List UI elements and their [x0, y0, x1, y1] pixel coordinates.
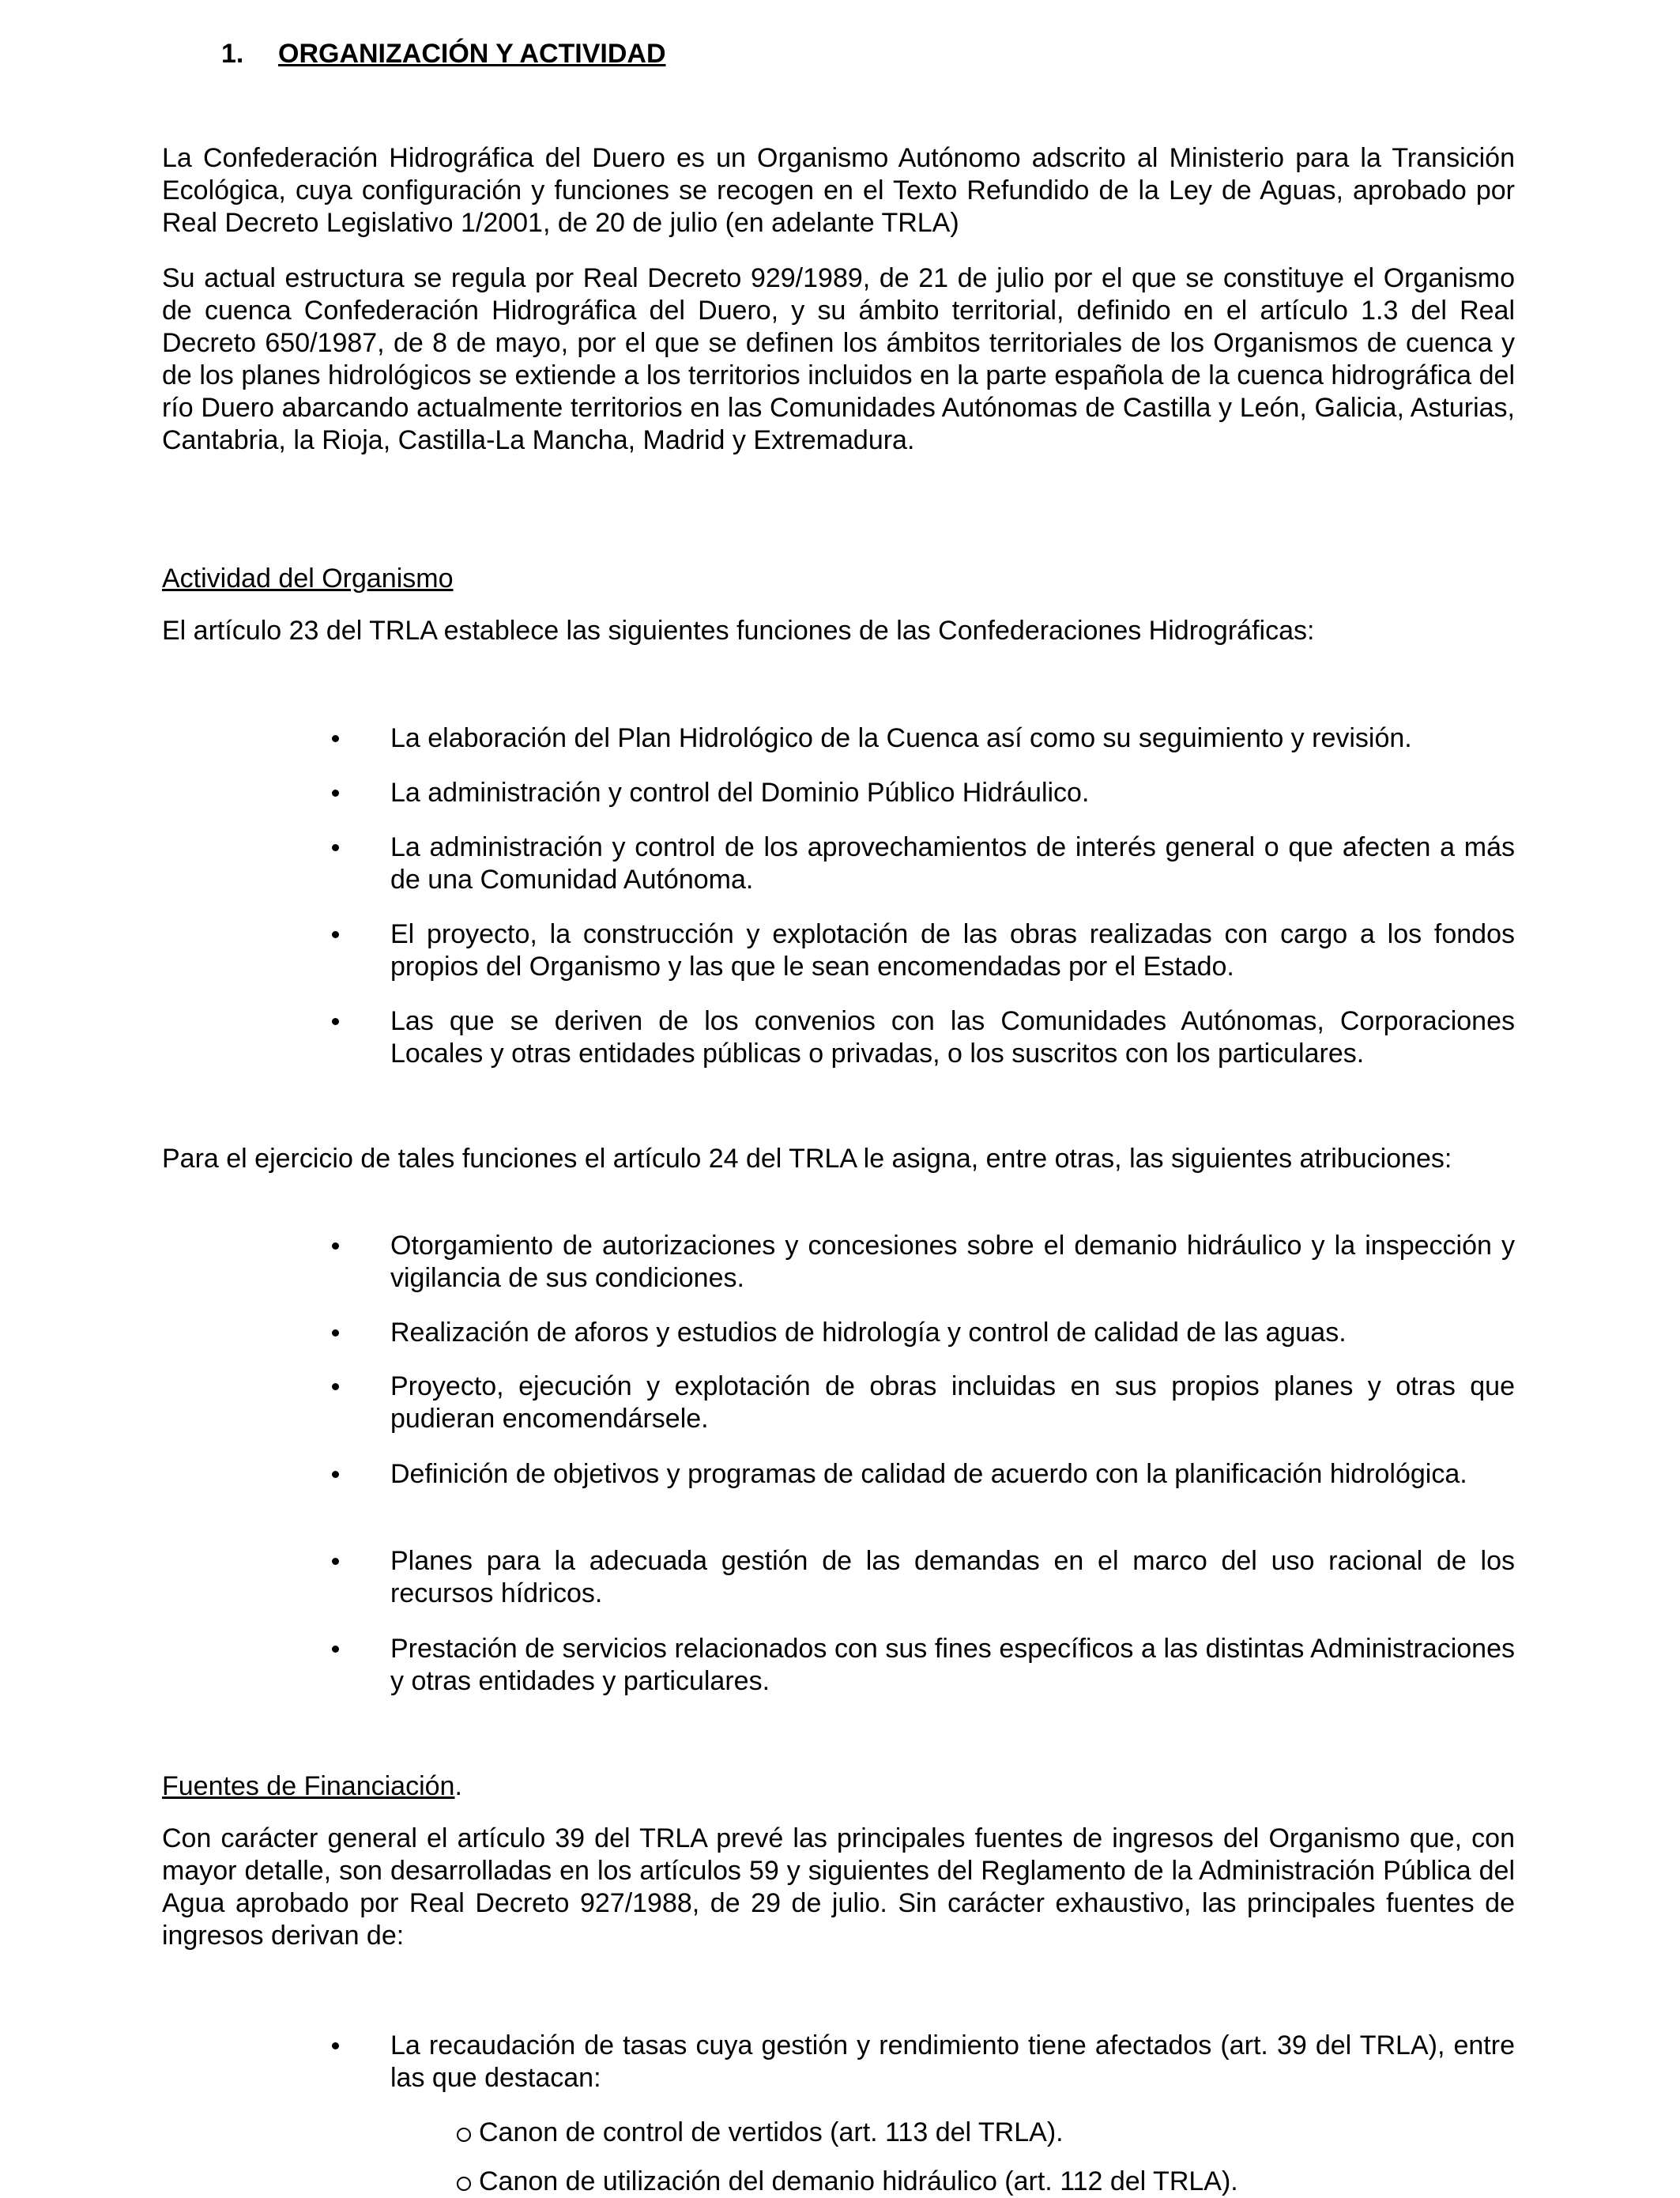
bullet-icon — [332, 1383, 339, 1390]
list-item: La administración y control de los aprovechamientos de interés general o que afecten a más de una Comunidad Autónoma. — [324, 831, 1515, 896]
sub-list-item: Canon de control de vertidos (art. 113 del TRLA). — [457, 2117, 1064, 2149]
bullet-icon — [332, 1646, 339, 1653]
section-heading — [221, 38, 666, 70]
list-item: La administración y control del Dominio Público Hidráulico. — [324, 777, 1515, 809]
financiacion-lead: Con carácter general el artículo 39 del TRLA prevé las principales fuentes de ingresos del Organismo que, con mayor detalle, son desarrolladas en los artículos 59 y siguientes del Reglamento de la Administración Pública del Agua aprobado por Real Decreto 927/1988, de 29 de julio. Sin carácter exhaustivo, las principales fuentes de ingresos derivan de: — [162, 1823, 1515, 1951]
circle-bullet-icon — [457, 2128, 471, 2142]
list-item: Otorgamiento de autorizaciones y concesiones sobre el demanio hidráulico y la inspección y vigilancia de sus condiciones. — [324, 1230, 1515, 1295]
bullet-icon — [332, 2042, 339, 2049]
atribuciones-lead: Para el ejercicio de tales funciones el artículo 24 del TRLA le asigna, entre otras, las siguientes atribuciones: — [162, 1144, 1452, 1174]
bullet-icon — [332, 844, 339, 851]
intro-paragraph-2: Su actual estructura se regula por Real Decreto 929/1989, de 21 de julio por el que se constituye el Organismo de cuenca Confederación Hidrográfica del Duero, y su ámbito territorial, definido en el artículo 1.3 del Real Decreto 650/1987, de 8 de mayo, por el que se definen los ámbitos territoriales de los Organismos de cuenca y de los planes hidrológicos se extiende a los territorios incluidos en la parte española de la cuenca hidrográfica del río Duero abarcando actualmente territorios en las Comunidades Autónomas de Castilla y León, Galicia, Asturias, Cantabria, la Rioja, Castilla-La Mancha, Madrid y Extremadura. — [162, 263, 1515, 455]
section-number: 1. — [221, 39, 244, 69]
bullet-icon — [332, 790, 339, 797]
bullet-icon — [332, 1329, 339, 1337]
list-item: Planes para la adecuada gestión de las demandas en el marco del uso racional de los recursos hídricos. — [324, 1545, 1515, 1610]
bullet-icon — [332, 1471, 339, 1478]
list-item: Proyecto, ejecución y explotación de obras incluidas en sus propios planes y otras que pudieran encomendársele. — [324, 1370, 1515, 1435]
bullet-icon — [332, 931, 339, 938]
list-item: La recaudación de tasas cuya gestión y rendimiento tiene afectados (art. 39 del TRLA), entre las que destacan: — [324, 2030, 1515, 2094]
financiacion-title: Fuentes de Financiación. — [162, 1771, 462, 1801]
circle-bullet-icon — [457, 2177, 471, 2191]
bullet-icon — [332, 1558, 339, 1565]
list-item: Realización de aforos y estudios de hidrología y control de calidad de las aguas. — [324, 1317, 1515, 1349]
bullet-icon — [332, 735, 339, 742]
list-item: Prestación de servicios relacionados con sus fines específicos a las distintas Administraciones y otras entidades y particulares. — [324, 1633, 1515, 1698]
bullet-icon — [332, 1242, 339, 1250]
bullet-icon — [332, 1018, 339, 1025]
section-title: ORGANIZACIÓN Y ACTIVIDAD — [278, 39, 666, 69]
list-item: La elaboración del Plan Hidrológico de la Cuenca así como su seguimiento y revisión. — [324, 722, 1515, 755]
actividad-lead: El artículo 23 del TRLA establece las siguientes funciones de las Confederaciones Hidrográficas: — [162, 616, 1315, 646]
actividad-title: Actividad del Organismo — [162, 564, 454, 594]
list-item: Las que se deriven de los convenios con las Comunidades Autónomas, Corporaciones Locales y otras entidades públicas o privadas, o los suscritos con los particulares. — [324, 1005, 1515, 1070]
list-item: El proyecto, la construcción y explotación de las obras realizadas con cargo a los fondos propios del Organismo y las que le sean encomendadas por el Estado. — [324, 918, 1515, 983]
list-item: Definición de objetivos y programas de calidad de acuerdo con la planificación hidrológica. — [324, 1458, 1515, 1491]
intro-paragraph-1: La Confederación Hidrográfica del Duero es un Organismo Autónomo adscrito al Ministerio para la Transición Ecológica, cuya configuración y funciones se recogen en el Texto Refundido de la Ley de Aguas, aprobado por Real Decreto Legislativo 1/2001, de 20 de julio (en adelante TRLA) — [162, 143, 1515, 238]
sub-list-item: Canon de utilización del demanio hidráulico (art. 112 del TRLA). — [457, 2166, 1238, 2198]
